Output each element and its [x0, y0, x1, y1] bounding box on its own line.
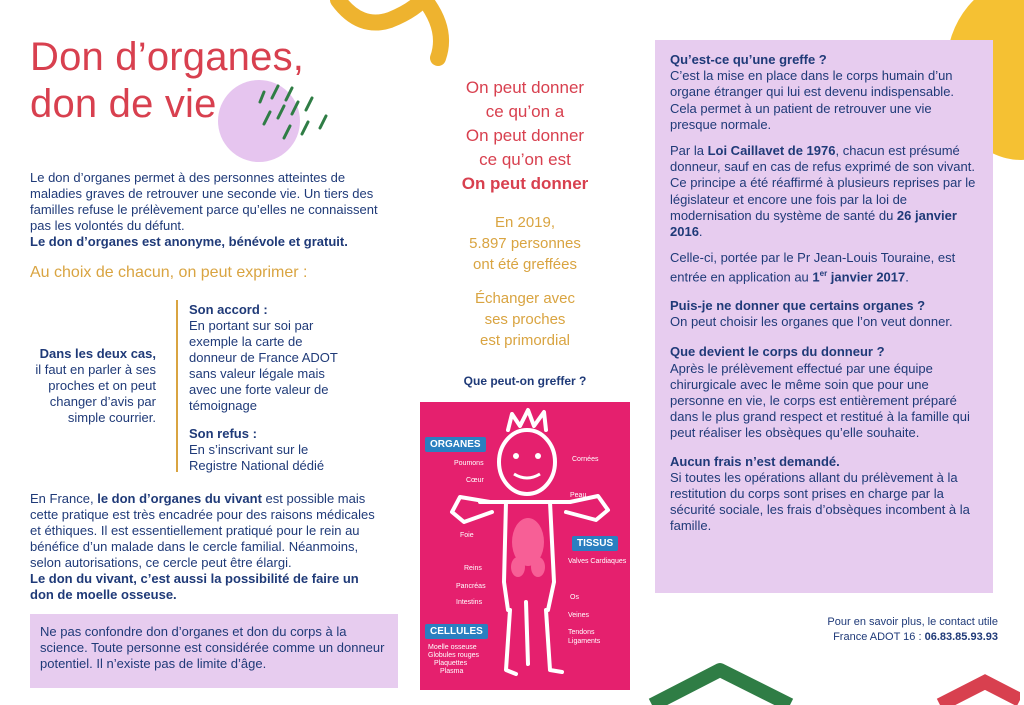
choice-heading: Au choix de chacun, on peut exprimer : [30, 264, 308, 281]
intro-bold: Le don d’organes est anonyme, bénévole et gratuit. [30, 234, 348, 249]
organs-illustration [420, 402, 630, 690]
organes-tag: ORGANES [425, 437, 486, 452]
label-cornees: Cornées [572, 456, 599, 463]
label-valves: Valves Cardiaques [568, 558, 627, 565]
faq-a4: On peut choisir les organes que l’on veut donner. [670, 314, 953, 330]
label-moelle: Moelle osseuse [428, 644, 477, 651]
label-os: Os [570, 594, 579, 601]
contact-block: Pour en savoir plus, le contact utile France ADOT 16 : 06.83.85.93.93 [827, 616, 998, 643]
both-cases-note: Dans les deux cas, il faut en parler à ses proches et on peut changer d’avis par simple courrier. [35, 346, 156, 425]
label-pancreas: Pancréas [456, 583, 486, 590]
faq-a1: C’est la mise en place dans le corps humain d’un organe étranger qui lui est devenu indispensable. Cela permet à un patient de retrouver une vie presque normale. [670, 68, 955, 132]
faq-q4: Puis-je ne donner que certains organes ? [670, 297, 926, 313]
vivant-paragraph: En France, le don d’organes du vivant est possible mais cette pratique est très encadrée pour des raisons médicales et éthiques. Il est essentiellement pratiqué pour le rein au bénéfice d’un malade dans le cercle familial. Néanmoins, selon autorisations, ce cercle peut être élargi. Le don du vivant, c’est aussi la possibilité de faire un don de moelle osseuse. [30, 491, 375, 602]
label-coeur: Cœur [466, 477, 484, 484]
info-box: Ne pas confondre don d’organes et don du corps à la science. Toute personne est considérée comme un donneur potentiel. Il n’existe pas de limite d’âge. [30, 614, 398, 688]
cellules-tag: CELLULES [425, 624, 488, 639]
graft-question: Que peut-on greffer ? [463, 374, 587, 388]
faq-q1: Qu’est-ce qu’une greffe ? [670, 52, 827, 67]
faq-q6: Aucun frais n’est demandé. [670, 453, 840, 469]
label-tendons: Tendons [568, 629, 595, 636]
accord-block: Son accord : En portant sur soi par exemple la carte de donneur de France ADOT sans valeur légale mais avec une forte valeur de témoignage [189, 302, 338, 413]
label-globules: Globules rouges [428, 652, 479, 659]
exchange-block: Échanger avec ses proches est primordial [474, 290, 576, 349]
label-plaquettes: Plaquettes [434, 660, 468, 667]
faq-a6: Si toutes les opérations allant du prélèvement à la restitution du corps sont prises en charge par la sécurité sociale, les frais d’obsèques incombent à la famille. [670, 469, 970, 534]
label-veines: Veines [568, 612, 590, 619]
label-foie: Foie [460, 532, 474, 539]
intro-paragraph: Le don d’organes permet à des personnes atteintes de maladies graves de retrouver une seconde vie. Un tiers des familles refuse le prélèvement parce qu’elles ne connaissent pas les volontés du défunt. Le don d’organes est anonyme, bénévole et gratuit. [30, 170, 378, 249]
label-ligaments: Ligaments [568, 638, 601, 645]
green-chevron-decoration [640, 660, 1020, 705]
label-plasma: Plasma [440, 668, 464, 675]
page-title: Don d’organes, don de vie [30, 35, 305, 126]
faq-panel [655, 40, 993, 593]
tissus-tag: TISSUS [572, 536, 618, 551]
label-peau: Peau [570, 492, 587, 499]
faq-q5: Que devient le corps du donneur ? [670, 344, 885, 360]
left-column [30, 34, 400, 128]
stat-block: En 2019, 5.897 personnes ont été greffées [469, 214, 581, 273]
divider-line [176, 300, 178, 472]
label-reins: Reins [464, 565, 482, 572]
faq-a5: Après le prélèvement effectué par une équipe chirurgicale avec le même soin que pour une personne en vie, le corps est entièrement préparé dans le plus grand respect et restitué à la famille qui peut réaliser les obsèques qu’elle souhaite. [670, 360, 970, 441]
label-poumons: Poumons [454, 460, 484, 467]
contact-phone: 06.83.85.93.93 [924, 631, 998, 643]
faq-law-paragraph: Par la Loi Caillavet de 1976, chacun est présumé donneur, sauf en cas de refus exprimé de son vivant. Ce principe a été réaffirmé à plusieurs reprises par le législateur et encore une fois par la loi de modernisation du système de santé du 26 janvier 2016. [670, 143, 976, 240]
label-intestins: Intestins [456, 599, 483, 606]
faq-application-paragraph: Celle-ci, portée par le Pr Jean-Louis Touraine, est entrée en application au 1er janvier 2017. [670, 250, 956, 285]
slogan: On peut donner ce qu’on a On peut donner ce qu’on est On peut donner [461, 78, 589, 193]
refus-block: Son refus : En s’inscrivant sur le Registre National dédié [189, 426, 325, 473]
